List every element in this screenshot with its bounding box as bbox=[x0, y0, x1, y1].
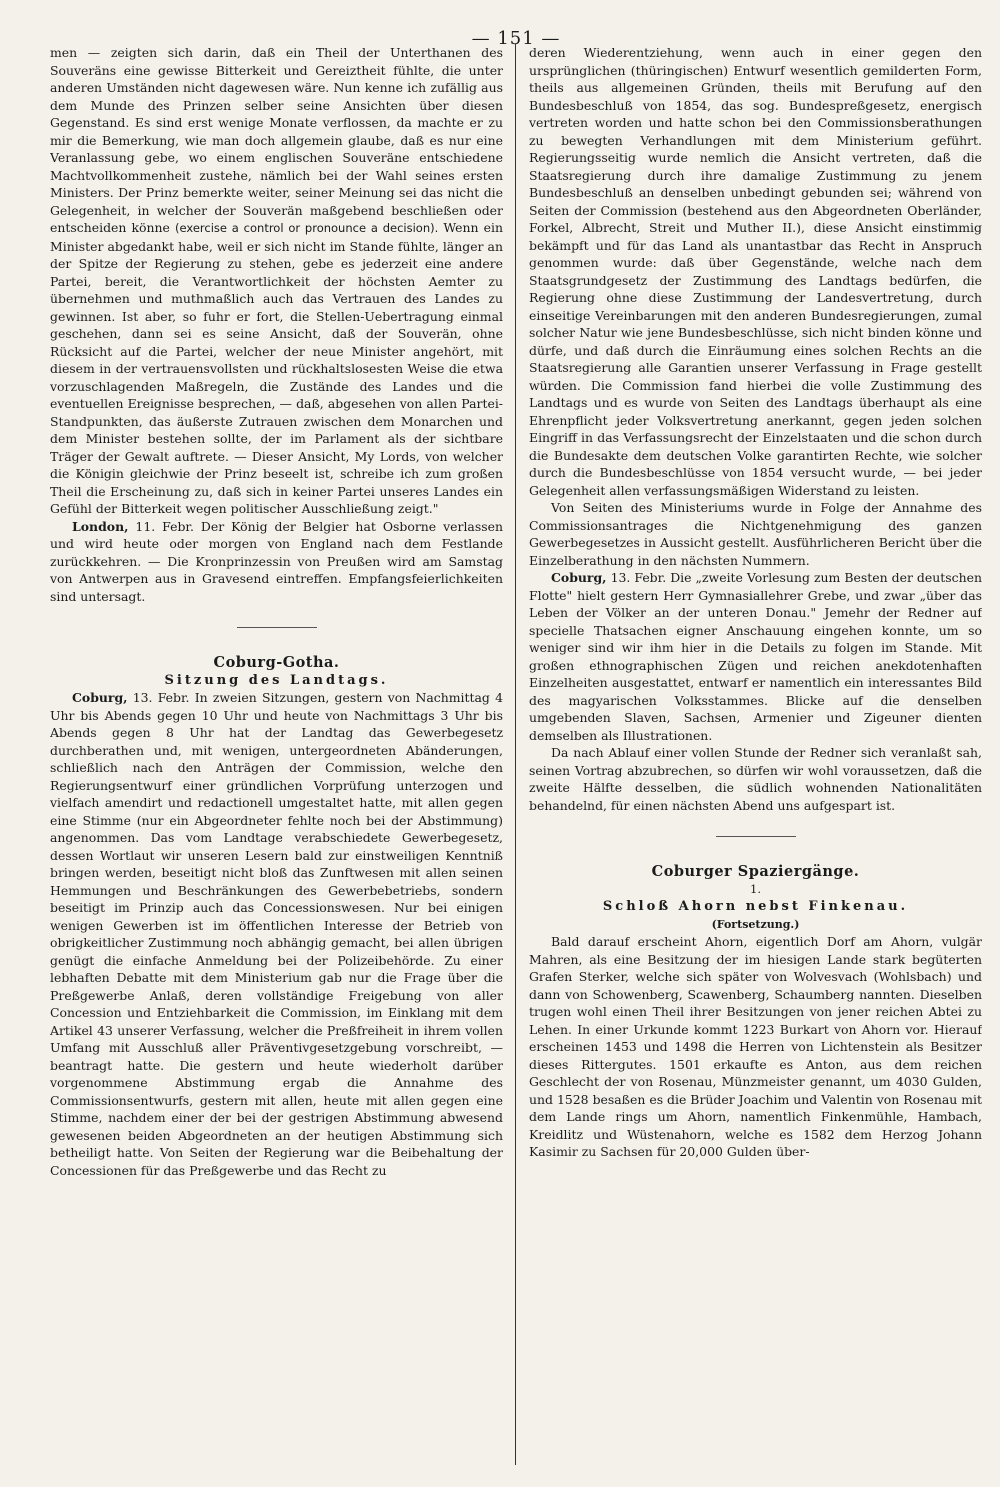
section-title-spaziergaenge: Coburger Spaziergänge. bbox=[651, 863, 860, 880]
left-column bbox=[50, 44, 515, 1465]
divider bbox=[716, 836, 796, 837]
paragraph-prince-views: men — zeigten sich darin, daß ein Theil der Unterthanen des Souveräns eine gewisse Bitterkeit und Gereiztheit fühlte, die unter anderen Umständen nicht dagewesen wäre. Nun kenne ich zufällig aus dem Munde des Prinzen selber seine Ansichten über diesen Gegenstand. Es sind erst wenige Monate verflossen, da machte er zu mir die Bemerkung, wie man doch allgemein glaube, daß es nur eine Veranlassung gebe, wo einem englischen Souveräne entschiedene Machtvollkommenheit zustehe, nämlich bei der Wahl seines ersten Ministers. Der Prinz bemerkte weiter, seiner Meinung sei das nicht die Gelegenheit, in welcher der Souverän maßgebend beschließen oder entscheiden könne (exercise a control or pronounce a decision). Wenn ein Minister abgedankt habe, weil er sich nicht im Stande fühlte, länger an der Spitze der Regierung zu stehen, gebe es jederzeit eine andere Partei, bereit, die Verantwortlichkeit der höchsten Aemter zu übernehmen und muthmaßlich auch das Vertrauen des Landes zu gewinnen. Ist aber, so fuhr er fort, die Stellen-Uebertragung einmal geschehen, dann sei es seine Ansicht, daß der Souverän, ohne Rücksicht auf die Partei, welcher der neue Minister angehört, mit diesem in der vertrauensvollsten und rückhaltslosesten Weise die etwa vorzuschlagenden Maßregeln, die Zustände des Landes und die eventuellen Ereignisse besprechen, — daß, abgesehen von allen Partei-Standpunkten, das äußerste Zutrauen zwischen dem Monarchen und dem Minister bestehen sollte, der im Parlament als der sichtbare Träger der Gewalt auftrete. — Dieser Ansicht, My Lords, von welcher die Königin gleichwie der Prinz beseelt ist, schreibe ich zum großen Theil die Erscheinung zu, daß sich in keiner Partei unseres Landes ein Gefühl der Bitterkeit wegen politischer Ausschließung zeigt." bbox=[50, 45, 504, 516]
news-london: London, 11. Febr. Der König der Belgier hat Osborne verlassen und wird heute oder morgen von England nach dem Festlande zurückkehren. — Die Kronprinzessin von Preußen wird am Samstag von Antwerpen aus in Gravesend eintreffen. Empfangsfeierlichkeiten sind untersagt. bbox=[50, 518, 503, 604]
dateline: London, bbox=[72, 518, 129, 534]
columns bbox=[50, 44, 982, 1465]
continued-note: (Fortsetzung.) bbox=[711, 917, 800, 931]
latin-phrase: (exercise a control or pronounce a decision). bbox=[175, 221, 439, 235]
paragraph-ministry: Von Seiten des Ministeriums wurde in Folge der Annahme des Commissionsantrages die Nichtgenehmigung des ganzen Gewerbegesetzes in Aussicht gestellt. Ausführlicheren Bericht über die Einzelberathung in den nächsten Nummern. bbox=[529, 500, 982, 568]
dateline: Coburg, bbox=[72, 690, 128, 705]
news-coburg-landtag: Coburg, 13. Febr. In zweien Sitzungen, gestern von Nachmittag 4 Uhr bis Abends gegen 10 Uhr und heute von Nachmittags 3 Uhr bis Abends gegen 8 Uhr hat der Landtag das Gewerbegesetz durchberathen und, mit wenigen, untergeordneten Abänderungen, schließlich nach den Anträgen der Commission, welche den Regierungsentwurf einer gründlichen Vorprüfung unterzogen und vielfach amendirt und redactionell umgestaltet hatte, mit allen gegen eine Stimme (nur ein Abgeordneter fehlte noch bei der Abstimmung) angenommen. Das vom Landtage verabschiedete Gewerbegesetz, dessen Wortlaut wir unseren Lesern bald zur einstweiligen Kenntniß bringen werden, beseitigt nicht bloß das Zunftwesen mit allen seinen Hemmungen und Beschränkungen des Gewerbebetriebs, sondern beseitigt im Prinzip auch das Concessionswesen. Nur bei einigen wenigen Gewerben ist im öffentlichen Interesse der Betrieb von obrigkeitlicher Zustimmung noch abhängig gemacht, bei allen übrigen genügt die einfache Anmeldung bei der Polizeibehörde. Zu einer lebhaften Debatte mit dem Ministerium gab nur die Frage über die Preßgewerbe Anlaß, deren vollständige Freigebung von aller Concession und Entziehbarkeit die Commission, im Einklang mit dem Artikel 43 unserer Verfassung, welcher die Preßfreiheit in ihrem vollen Umfang mit Ausschluß aller Präventivgesetzgebung vorschreibt, — beantragt hatte. Die gestern und heute wiederholt darüber vorgenommene Abstimmung ergab die Annahme des Commissionsentwurfs, gestern mit allen, heute mit allen gegen eine Stimme, nachdem einer der bei der gestrigen Abstimmung abwesend gewesenen beiden Abgeordneten an der heutigen Abstimmung sich betheiligt hatte. Von Seiten der Regierung war die Beibehaltung der Concessionen für das Preßgewerbe und das Recht zu bbox=[50, 690, 503, 1178]
right-column bbox=[515, 44, 982, 1465]
section-subtitle-landtag: Sitzung des Landtags. bbox=[164, 672, 389, 688]
section-title-coburg-gotha: Coburg-Gotha. bbox=[213, 654, 340, 671]
divider bbox=[237, 627, 317, 628]
dateline: Coburg, bbox=[551, 570, 607, 585]
series-number: 1. bbox=[750, 881, 761, 896]
paragraph-lecture-end: Da nach Ablauf einer vollen Stunde der Redner sich veranlaßt sah, seinen Vortrag abzubrechen, so dürfen wir wohl voraussetzen, daß die zweite Hälfte desselben, die südlich wohnenden Nationalitäten behandelnd, für einen nächsten Abend uns aufgespart ist. bbox=[529, 745, 982, 813]
page-number: — 151 — bbox=[471, 28, 561, 49]
news-coburg-lecture: Coburg, 13. Febr. Die „zweite Vorlesung zum Besten der deutschen Flotte" hielt gestern Herr Gymnasiallehrer Grebe, und zwar „über das Leben der Völker an der unteren Donau." Jemehr der Redner auf specielle Thatsachen eigner Anschauung eingehen konnte, um so weniger sind wir ihm hier in die Details zu folgen im Stande. Mit großen ethnographischen Zügen und reichen anekdotenhaften Einzelheiten ausgestattet, entwarf er namentlich ein interessantes Bild des magyarischen Volksstammes. Blicke auf die denselben umgebenden Slaven, Sachsen, Armenier und Zigeuner dienten demselben als Illustrationen. bbox=[529, 570, 982, 743]
paragraph-landtag-cont: deren Wiederentziehung, wenn auch in einer gegen den ursprünglichen (thüringischen) Entwurf wesentlich gemilderten Form, theils aus allgemeinen Gründen, theils mit Berufung auf den Bundesbeschluß von 1854, das sog. Bundespreßgesetz, energisch vertreten worden und hatte schon bei den Commissionsberathungen zu bewegten Verhandlungen mit dem Ministerium geführt. Regierungsseitig wurde nemlich die Ansicht vertreten, daß die Staatsregierung durch ihre damalige Zustimmung zu jenem Bundesbeschluß an denselben unbedingt gebunden sei; während von Seiten der Commission (bestehend aus den Abgeordneten Oberländer, Forkel, Albrecht, Streit und Muther II.), diese Ansicht einstimmig bekämpft und für das Land als unantastbar das Recht in Anspruch genommen wurde: daß über Gegenstände, welche nach dem Staatsgrundgesetz der Zustimmung des Landtags bedürfen, die Regierung ohne diese Zustimmung der Landesvertretung, durch einseitige Vereinbarungen mit den anderen Bundesregierungen, zumal solcher Natur wie jene Bundesbeschlüsse, sich nicht binden könne und dürfe, und daß durch die Einräumung eines solchen Rechts an die Staatsregierung alle Garantien unserer Verfassung in Frage gestellt würden. Die Commission fand hierbei die volle Zustimmung des Landtags und es wurde von Seiten des Landtags überhaupt als eine Ehrenpflicht jeder Volksvertretung anerkannt, gegen jeden solchen Eingriff in das Verfassungsrecht der Einzelstaaten und die schon durch die Bundesakte dem deutschen Volke garantirten Rechte, wie solcher durch die Bundesbeschlüsse von 1854 versucht wurde, — bei jeder Gelegenheit allen verfassungsmäßigen Widerstand zu leisten. bbox=[529, 45, 982, 498]
paragraph-ahorn-history: Bald darauf erscheint Ahorn, eigentlich Dorf am Ahorn, vulgär Mahren, als eine Besitzung der im hiesigen Lande stark begüterten Grafen Sterker, welche sich später von Wolvesvach (Wohlsbach) und dann von Schowenberg, Scawenberg, Schaumberg nannten. Dieselben trugen wohl einen Theil ihrer Besitzungen von jener reichen Abtei zu Lehen. In einer Urkunde kommt 1223 Burkart von Ahorn vor. Hierauf erscheinen 1453 und 1498 die Herren von Lichtenstein als Besitzer dieses Rittergutes. 1501 erkaufte es Anton, aus dem reichen Geschlecht der von Rosenau, Münzmeister genannt, um 4030 Gulden, und 1528 besaßen es die Brüder Joachim und Valentin von Rosenau mit dem Lande rings um Ahorn, namentlich Finkenmühle, Hambach, Kreidlitz und Wüstenahorn, welche es 1582 dem Herzog Johann Kasimir zu Sachsen für 20,000 Gulden über- bbox=[529, 934, 982, 1159]
section-subtitle-ahorn: Schloß Ahorn nebst Finkenau. bbox=[602, 899, 909, 914]
